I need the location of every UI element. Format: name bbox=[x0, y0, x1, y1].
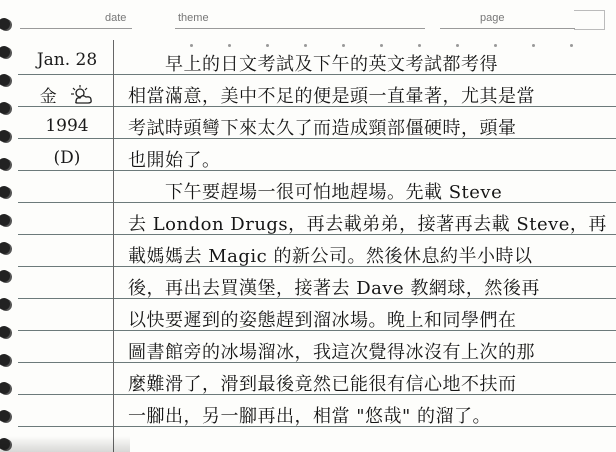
binder-holes bbox=[0, 0, 18, 452]
page-underline bbox=[440, 28, 575, 29]
text-line: 考試時頭彎下來太久了而造成頸部僵硬時，頭暈 bbox=[128, 118, 517, 139]
binder-hole bbox=[0, 130, 10, 142]
binder-hole bbox=[0, 74, 10, 86]
binder-hole bbox=[0, 242, 10, 254]
page-header bbox=[0, 0, 616, 40]
text-line: 去 London Drugs，再去載弟弟，接著再去載 Steve，再 bbox=[128, 214, 607, 235]
date-label: date bbox=[105, 12, 127, 24]
binder-hole bbox=[0, 214, 10, 226]
text-line: 載媽媽去 Magic 的新公司。然後休息約半小時以 bbox=[128, 246, 533, 267]
date-underline bbox=[20, 28, 132, 29]
page-shadow bbox=[0, 436, 130, 452]
text-line: 也開始了。 bbox=[128, 150, 221, 171]
entry-year: 1994 bbox=[45, 116, 89, 136]
binder-hole bbox=[0, 158, 10, 170]
entry-weekday: 金 bbox=[39, 87, 57, 107]
text-line: 麼難滑了，滑到最後竟然已能很有信心地不扶而 bbox=[128, 374, 517, 395]
weekday-row bbox=[22, 82, 112, 110]
theme-underline bbox=[175, 28, 425, 29]
page-number-box bbox=[574, 10, 605, 30]
binder-hole bbox=[0, 186, 10, 198]
binder-hole bbox=[0, 326, 10, 338]
binder-hole bbox=[0, 46, 10, 58]
text-line: 後，再出去買漢堡，接著去 Dave 教網球，然後再 bbox=[128, 278, 540, 299]
text-line: 下午要趕場一很可怕地趕場。先載 Steve bbox=[128, 182, 503, 203]
text-line: 一腳出，另一腳再出，相當 "悠哉" 的溜了。 bbox=[128, 406, 492, 427]
binder-hole bbox=[0, 270, 10, 282]
text-line: 圖書館旁的冰場溜冰，我這次覺得冰沒有上次的那 bbox=[128, 342, 535, 363]
page-label: page bbox=[480, 12, 505, 24]
margin-line bbox=[113, 40, 114, 452]
sun-cloud-icon bbox=[68, 85, 94, 110]
binder-hole bbox=[0, 410, 10, 422]
binder-hole bbox=[0, 382, 10, 394]
ruled-line bbox=[18, 170, 616, 171]
entry-note: (D) bbox=[53, 148, 81, 168]
text-line: 相當滿意，美中不足的便是頭一直暈著，尤其是當 bbox=[128, 86, 535, 107]
text-line: 以快要遲到的姿態趕到溜冰場。晚上和同學們在 bbox=[128, 310, 517, 331]
theme-label: theme bbox=[178, 12, 209, 24]
binder-hole bbox=[0, 354, 10, 366]
binder-hole bbox=[0, 102, 10, 114]
text-line: 早上的日文考試及下午的英文考試都考得 bbox=[128, 54, 498, 75]
binder-hole bbox=[0, 298, 10, 310]
entry-date: Jan. 28 bbox=[36, 50, 98, 70]
